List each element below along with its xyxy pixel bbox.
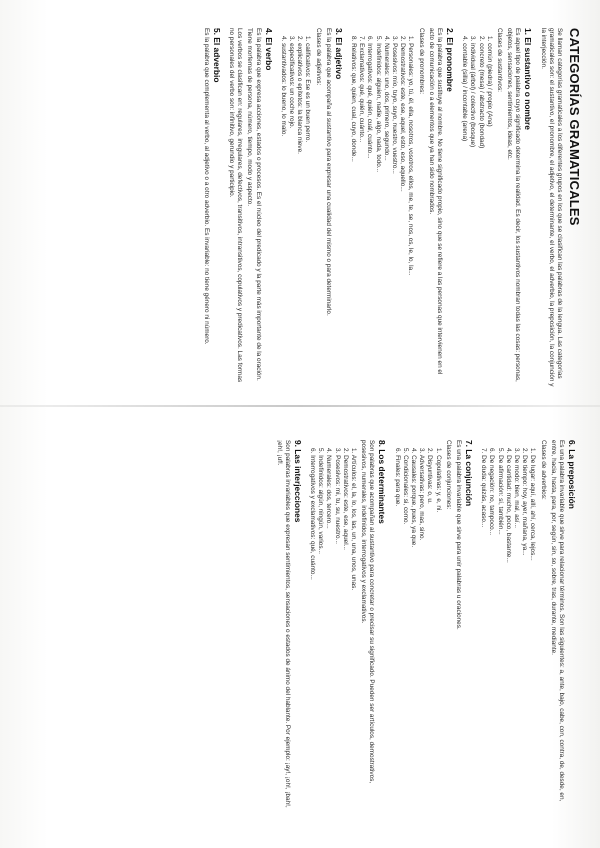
list-item: 3. Adversativas: pero, mas, sino. <box>418 448 426 541</box>
section-list <box>392 448 441 812</box>
section-paragraph: Es una palabra invariable que sirve para relacionar términos. Son las siguientes: a, ante, bajo, cabe, con, contra, de, desde, en, entre, hacia, hasta, para, por, según, sin, so, sobre, tras, durante, mediante. <box>549 440 565 802</box>
section-paragraph: Es la palabra que sustituye al nombre. No tiene significado propio, sino que se refiere a las personas que intervienen en el acto de comunicación o a elementos que ya han sido nombrados. <box>427 28 443 375</box>
list-item: 4. Causales: porque, pues, ya que. <box>409 448 417 548</box>
section-heading: 5. El adverbio <box>211 28 222 83</box>
section-paragraph: Es la palabra que acompaña al sustantivo para expresar una cualidad del mismo o para determinarlo. <box>324 28 332 316</box>
list-item: 5. Indefinidos: alguien, nadie, algo, nada, todo... <box>374 36 382 173</box>
section-paragraph: Es una palabra invariable que sirve para unir palabras u oraciones. <box>454 440 462 630</box>
list-item: 3. De modo: bien, mal, así... <box>512 448 520 528</box>
list-item: 1. Copulativas: y, e, ni. <box>434 448 442 513</box>
list-item: 4. sustantivados: lo bueno, lo malo. <box>279 36 287 137</box>
list-item: 1. común (piedra) / propio (Ana) <box>485 36 493 127</box>
section-list <box>279 36 312 388</box>
list-item: 6. De negación: no, tampoco... <box>488 448 496 536</box>
section-paragraph: Los verbos se clasifican en: regulares, irregulares, defectivos, transitivos, intransitivos, copulativos y predicativos. Las formas no personales del verbo son: infinitivo, gerundio y participio. <box>227 28 244 383</box>
list-item: 4. Numerales: uno, dos, primero, segundo... <box>382 36 390 161</box>
section-paragraph: Clases de adverbios: <box>539 440 547 500</box>
section-heading: 1. El sustantivo o nombre <box>523 28 534 130</box>
list-item: 5. Indefinidos: algún, ningún, varios... <box>317 448 325 554</box>
section-paragraph: Clases de conjunciones: <box>444 440 452 510</box>
section-paragraph: Es la palabra que expresa acciones, estados o procesos. Es el núcleo del predicado y la parte más importante de la oración. Tiene morfemas de persona, número, tiempo, modo y aspecto. <box>246 28 262 381</box>
list-item: 2. Demostrativos: este, ese, aquel... <box>341 448 349 550</box>
section-heading: 9. Las interjecciones <box>292 440 303 523</box>
section-heading: 7. La conjunción <box>463 440 474 507</box>
list-item: 3. Posesivos: mío, tuyo, suyo, nuestro, vuestro... <box>390 36 398 174</box>
list-item: 5. Condicionales: si, como. <box>401 448 409 525</box>
section-paragraph: Son palabras invariables que expresan sentimientos, sensaciones o estados de ánimo del hablante. Por ejemplo: ¡ay!, ¡oh!, ¡bah!, ¡eh!, ¡uf!. <box>275 440 291 808</box>
list-item: 8. Relativos: que, quien, cual, cuyo, donde... <box>349 36 357 162</box>
section-heading: 2. El pronombre <box>444 28 455 92</box>
section-paragraph: Es aquel tipo de palabra cuyo significado determina la realidad. Es decir, los sustantivos nombran todas las cosas: personas, objetos, sensaciones, sentimientos, ideas, etc. <box>506 28 522 382</box>
list-item: 3. Posesivos: mi, tu, su, nuestro... <box>333 448 341 544</box>
list-item: 1. Artículos: el, la, lo, los, las, un, una, unos, unas. <box>349 448 357 591</box>
intro-paragraph: Se llaman categorías gramaticales a los diferentes grupos en los que se clasifican las palabras de la lengua. Las categorías gramaticales son: el sustantivo, el pronombre, el adjetivo, el determinante, el verbo, el adverbio, la preposición, la conjunción y la interjección. <box>539 28 563 387</box>
left-sections <box>202 28 534 388</box>
list-item: 4. contable (silla) / incontable (arena) <box>461 36 469 142</box>
section-paragraph: Es la palabra que complementa al verbo, al adjetivo o a otro adverbio. Es invariable: no tiene género ni número. <box>202 28 210 345</box>
section-paragraph: Clases de pronombres: <box>417 28 425 95</box>
section-list <box>349 36 415 388</box>
section-paragraph: Son palabras que acompañan al sustantivo para concretar o precisar su significado. Pueden ser artículos, demostrativos, posesivos, numerales, indefinidos, interrogativos y exclamativos. <box>360 440 376 784</box>
left-column <box>200 28 583 388</box>
list-item: 6. Interrogativos y exclamativos: qué, cuánto... <box>308 448 316 580</box>
list-item: 2. explicativos o epítetos: la blanca nieve. <box>296 36 304 154</box>
section-heading: 4. El verbo <box>263 28 274 71</box>
list-item: 5. De afirmación: sí, también... <box>496 448 504 535</box>
section-heading: 3. El adjetivo <box>333 28 344 80</box>
section-paragraph: Clases de sustantivos: <box>495 28 503 92</box>
list-item: 7. De duda: quizás, acaso... <box>480 448 488 528</box>
list-item: 3. especificativos: un coche rojo. <box>287 36 295 129</box>
section-heading: 6. La preposición <box>567 440 577 509</box>
right-sections <box>274 440 577 812</box>
section-paragraph: Clases de adjetivos: <box>314 28 322 86</box>
list-item: 2. Disyuntivas: o, u. <box>426 448 434 504</box>
section-list <box>479 448 536 812</box>
section-list <box>460 36 493 388</box>
section-heading: 8. Los determinantes <box>377 440 388 524</box>
list-item: 1. Personales: yo, tú, él, ella, nosotros, vosotros, ellos, me, te, se, nos, os, le, lo, la... <box>407 36 415 276</box>
document-title: CATEGORÍAS GRAMATICALES <box>567 28 582 226</box>
list-item: 4. Numerales: dos, tercero... <box>325 448 333 529</box>
list-item: 1. De lugar: aquí, allí, ahí, cerca, lejos... <box>529 448 537 561</box>
list-item: 2. concreto (mesa) / abstracto (bondad) <box>477 36 485 149</box>
list-item: 6. Interrogativos: qué, quién, cuál, cuánto... <box>366 36 374 159</box>
list-item: 4. De cantidad: mucho, poco, bastante... <box>504 448 512 563</box>
section-list <box>308 448 357 812</box>
list-item: 2. Demostrativos: este, ese, aquel, esto, eso, aquello... <box>399 36 407 192</box>
right-column <box>272 440 582 812</box>
list-item: 7. Exclamativos: qué, quién, cuánto... <box>358 36 366 143</box>
list-item: 1. calificativos: Ese es un buen perro. <box>304 36 312 143</box>
list-item: 6. Finales: para que. <box>393 448 401 507</box>
list-item: 2. De tiempo: hoy, ayer, mañana, ya... <box>521 448 529 556</box>
list-item: 3. individual (árbol) / colectivo (bosque) <box>469 36 477 148</box>
